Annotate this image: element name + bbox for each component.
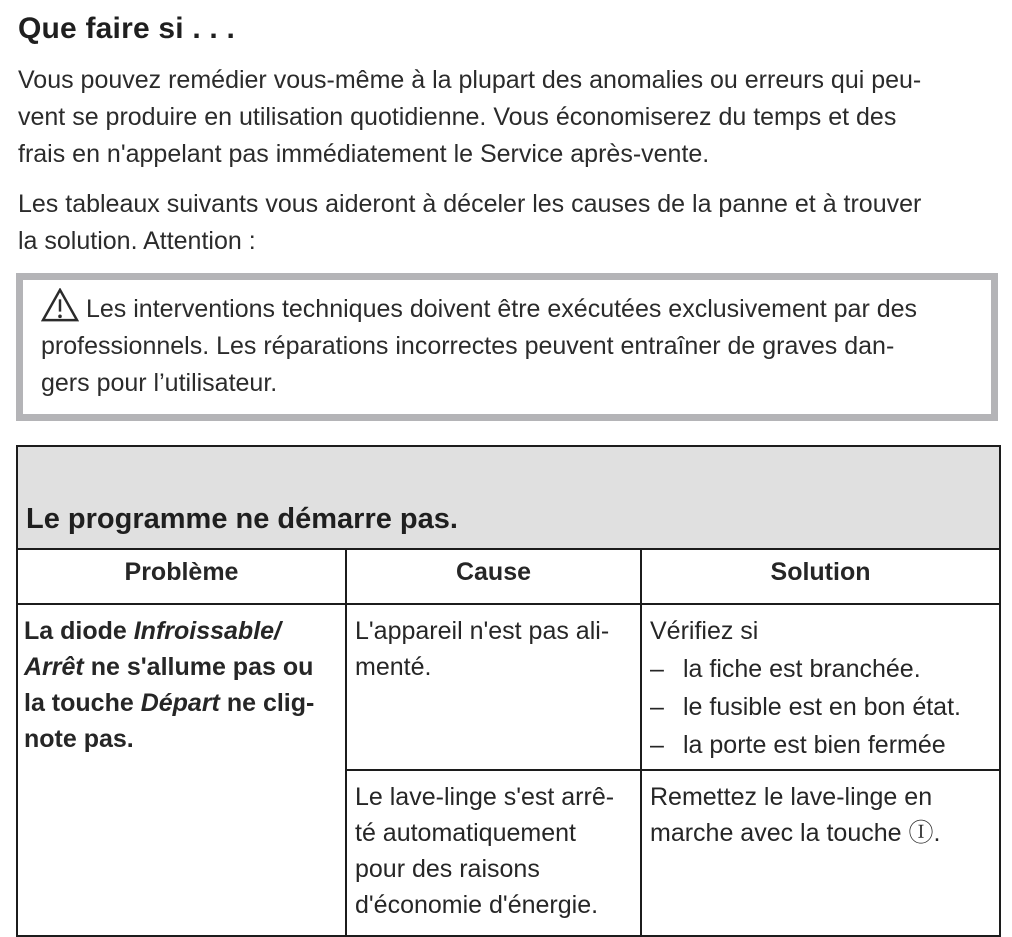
- cause-line: menté.: [355, 653, 432, 681]
- warning-icon: [41, 288, 79, 322]
- solution-line: marche avec la touche Ⓘ.: [650, 819, 941, 847]
- solution-item-text: le fusible est en bon état.: [683, 693, 961, 721]
- header-row: [17, 549, 1000, 604]
- solution-intro: Vérifiez si: [650, 617, 759, 645]
- intro-line: frais en n'appelant pas immédiatement le Service après-vente.: [18, 140, 710, 168]
- solution-list-item: [650, 689, 991, 725]
- warning-line: gers pour l’utilisateur.: [41, 369, 278, 397]
- problem-text-italic: Infroissable/: [133, 617, 281, 645]
- problem-text: la touche: [24, 689, 141, 717]
- cause-line: d'économie d'énergie.: [355, 891, 599, 919]
- intro-paragraph-2: [18, 186, 998, 260]
- problem-text-italic: Départ: [140, 689, 220, 717]
- intro-line: la solution. Attention :: [18, 227, 256, 255]
- solution-item-text: la fiche est branchée.: [683, 655, 921, 683]
- problem-cell: [17, 604, 346, 936]
- page-title: Que faire si . . .: [18, 12, 236, 45]
- solution-list-item: [650, 651, 991, 687]
- warning-line: [41, 288, 979, 328]
- problem-line: [24, 685, 341, 721]
- cause-cell-2: [346, 770, 641, 936]
- cause-line: té automatiquement: [355, 819, 576, 847]
- table-section-band: [17, 446, 1000, 549]
- intro-line: Vous pouvez remédier vous-même à la plupart des anomalies ou erreurs qui peu-: [18, 66, 922, 94]
- solution-cell-1: [641, 604, 1000, 770]
- troubleshooting-table: [16, 445, 1001, 937]
- intro-line: Les tableaux suivants vous aideront à déceler les causes de la panne et à trouver: [18, 190, 922, 218]
- cause-cell-1: [346, 604, 641, 770]
- solution-line: Remettez le lave-linge en: [650, 783, 933, 811]
- problem-line: [24, 649, 341, 685]
- intro-line: vent se produire en utilisation quotidienne. Vous économiserez du temps et des: [18, 103, 897, 131]
- table-row: [17, 604, 1000, 770]
- cause-line: pour des raisons: [355, 855, 540, 883]
- cause-line: L'appareil n'est pas ali-: [355, 617, 610, 645]
- problem-text-italic: Arrêt: [24, 653, 84, 681]
- warning-line: professionnels. Les réparations incorrectes peuvent entraîner de graves dan-: [41, 332, 895, 360]
- warning-text: Les interventions techniques doivent être exécutées exclusivement par des: [86, 295, 918, 323]
- table-section-title: Le programme ne démarre pas.: [26, 503, 458, 535]
- problem-text: ne clig-: [219, 689, 315, 717]
- solution-cell-2: [641, 770, 1000, 936]
- cause-line: Le lave-linge s'est arrê-: [355, 783, 615, 811]
- problem-line: note pas.: [24, 725, 134, 753]
- problem-text: La diode: [24, 617, 134, 645]
- problem-text: ne s'allume pas ou: [83, 653, 314, 681]
- column-header-solution: Solution: [641, 549, 1000, 604]
- problem-line: [24, 613, 341, 649]
- dash-bullet: –: [650, 693, 664, 721]
- column-header-cause: Cause: [346, 549, 641, 604]
- section-title-row: [17, 446, 1000, 549]
- solution-item-text: la porte est bien fermée: [683, 731, 946, 759]
- column-header-probleme: Problème: [17, 549, 346, 604]
- solution-list-item: [650, 727, 991, 763]
- dash-bullet: –: [650, 731, 664, 759]
- intro-paragraph: [18, 62, 998, 173]
- warning-box: [16, 273, 998, 421]
- dash-bullet: –: [650, 655, 664, 683]
